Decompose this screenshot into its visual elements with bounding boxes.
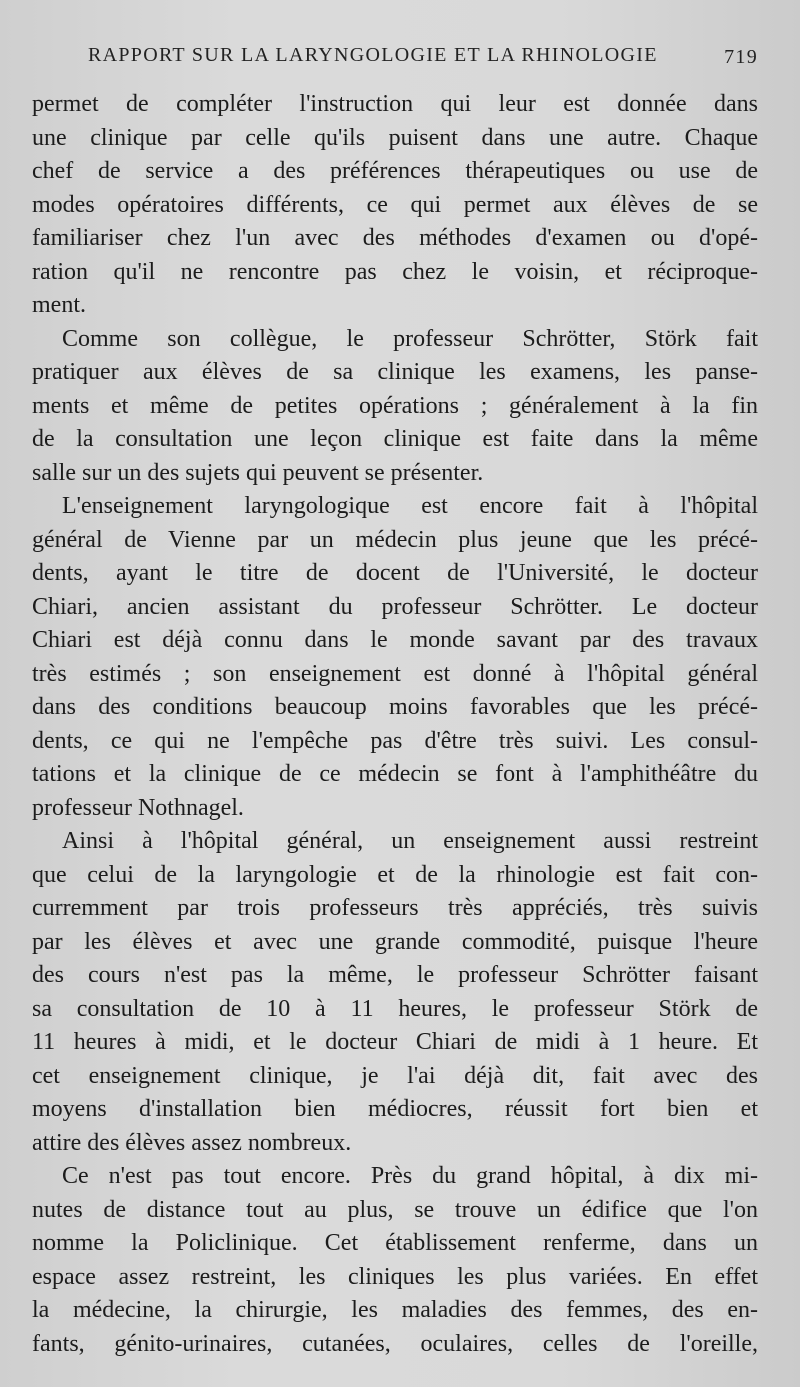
text-line: salle sur un des sujets qui peuvent se présenter.	[32, 459, 484, 486]
text-line: de la consultation une leçon clinique est faite dans la même	[32, 426, 758, 452]
text-line: général de Vienne par un médecin plus jeune que les précé-	[32, 526, 758, 553]
text-line: dents, ayant le titre de docent de l'Université, le docteur	[32, 560, 758, 586]
text-line: Chiari est déjà connu dans le monde savant par des travaux	[32, 627, 758, 653]
text-line: par les élèves et avec une grande commodité, puisque l'heure	[32, 928, 758, 955]
text-line: la médecine, la chirurgie, les maladies des femmes, des en-	[32, 1297, 758, 1323]
text-line: Ce n'est pas tout encore. Près du grand hôpital, à dix mi-	[62, 1163, 758, 1189]
text-line: attire des élèves assez nombreux.	[32, 1129, 352, 1156]
text-line: Ainsi à l'hôpital général, un enseignement aussi restreint	[62, 828, 758, 854]
text-line: espace assez restreint, les cliniques les plus variées. En effet	[32, 1263, 758, 1290]
paragraph-4	[32, 825, 758, 1160]
text-line: familiariser chez l'un avec des méthodes d'examen ou d'opé-	[32, 225, 758, 251]
text-line: fants, génito-urinaires, cutanées, oculaires, celles de l'oreille,	[32, 1330, 758, 1357]
text-line: très estimés ; son enseignement est donné à l'hôpital général	[32, 660, 758, 687]
text-line: tations et la clinique de ce médecin se font à l'amphithéâtre du	[32, 761, 758, 787]
text-line: professeur Nothnagel.	[32, 794, 244, 821]
text-line: ments et même de petites opérations ; généralement à la fin	[32, 392, 758, 419]
text-line: L'enseignement laryngologique est encore fait à l'hôpital	[62, 493, 758, 519]
text-line: une clinique par celle qu'ils puisent dans une autre. Chaque	[32, 124, 758, 151]
text-line: dans des conditions beaucoup moins favorables que les précé-	[32, 694, 758, 720]
paragraph-2	[32, 323, 758, 491]
text-line: ment.	[32, 292, 86, 318]
text-line: Chiari, ancien assistant du professeur Schrötter. Le docteur	[32, 593, 758, 620]
paragraph-3	[32, 490, 758, 825]
paragraph-5	[32, 1160, 758, 1361]
body-text	[32, 88, 758, 1361]
running-title: RAPPORT SUR LA LARYNGOLOGIE ET LA RHINOLOGIE	[88, 44, 658, 66]
running-header	[88, 44, 758, 74]
text-line: modes opératoires différents, ce qui permet aux élèves de se	[32, 191, 758, 218]
text-line: ration qu'il ne rencontre pas chez le voisin, et réciproque-	[32, 258, 758, 285]
text-line: 11 heures à midi, et le docteur Chiari de midi à 1 heure. Et	[32, 1029, 758, 1055]
text-line: permet de compléter l'instruction qui leur est donnée dans	[32, 91, 758, 117]
text-line: nomme la Policlinique. Cet établissement renferme, dans un	[32, 1230, 758, 1256]
text-line: nutes de distance tout au plus, se trouve un édifice que l'on	[32, 1196, 758, 1223]
text-line: des cours n'est pas la même, le professeur Schrötter faisant	[32, 962, 758, 988]
text-line: curremment par trois professeurs très appréciés, très suivis	[32, 895, 758, 921]
text-line: dents, ce qui ne l'empêche pas d'être très suivi. Les consul-	[32, 727, 758, 754]
text-line: sa consultation de 10 à 11 heures, le professeur Störk de	[32, 995, 758, 1022]
text-line: moyens d'installation bien médiocres, réussit fort bien et	[32, 1096, 758, 1122]
text-line: pratiquer aux élèves de sa clinique les examens, les panse-	[32, 359, 758, 385]
text-line: que celui de la laryngologie et de la rhinologie est fait con-	[32, 861, 758, 888]
paragraph-1	[32, 88, 758, 323]
text-line: Comme son collègue, le professeur Schrötter, Störk fait	[62, 325, 758, 352]
text-line: chef de service a des préférences thérapeutiques ou use de	[32, 158, 758, 184]
text-line: cet enseignement clinique, je l'ai déjà dit, fait avec des	[32, 1062, 758, 1089]
page-number: 719	[724, 46, 758, 68]
